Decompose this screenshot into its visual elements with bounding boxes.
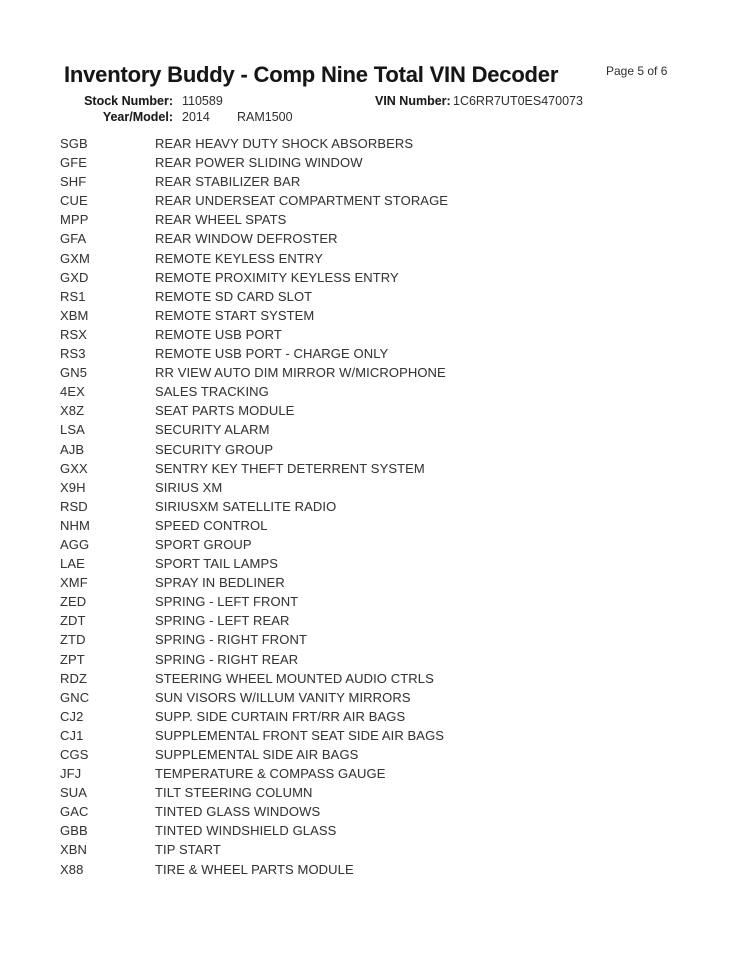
option-code: X8Z xyxy=(60,403,85,419)
option-description: SENTRY KEY THEFT DETERRENT SYSTEM xyxy=(155,460,425,476)
option-code: CJ2 xyxy=(60,708,84,724)
option-row xyxy=(60,268,700,287)
option-row xyxy=(60,516,700,535)
page-number: Page 5 of 6 xyxy=(606,64,668,78)
option-row xyxy=(60,401,700,420)
option-row xyxy=(60,306,700,325)
stock-number-label: Stock Number: xyxy=(84,94,173,108)
option-code: LSA xyxy=(60,422,85,438)
meta-line-1 xyxy=(0,94,742,110)
option-code: GN5 xyxy=(60,365,88,381)
option-code: RSX xyxy=(60,326,88,342)
option-description: SPEED CONTROL xyxy=(155,517,268,533)
option-description: REAR WINDOW DEFROSTER xyxy=(155,231,338,247)
option-description: SEAT PARTS MODULE xyxy=(155,403,295,419)
option-row xyxy=(60,172,700,191)
option-code: ZPT xyxy=(60,651,85,667)
option-description: TINTED WINDSHIELD GLASS xyxy=(155,823,337,839)
option-code: GBB xyxy=(60,823,88,839)
option-row xyxy=(60,229,700,248)
option-description: REAR WHEEL SPATS xyxy=(155,212,287,228)
stock-number-value: 110589 xyxy=(182,94,223,108)
option-row xyxy=(60,783,700,802)
option-code: 4EX xyxy=(60,384,85,400)
option-row xyxy=(60,134,700,153)
option-description: RR VIEW AUTO DIM MIRROR W/MICROPHONE xyxy=(155,365,446,381)
option-description: SUPPLEMENTAL SIDE AIR BAGS xyxy=(155,747,359,762)
option-code: RS3 xyxy=(60,346,86,362)
option-row xyxy=(60,630,700,649)
option-description: REAR STABILIZER BAR xyxy=(155,174,301,190)
option-code: AGG xyxy=(60,536,90,552)
option-code: GXX xyxy=(60,460,88,476)
option-code: XBM xyxy=(60,307,89,323)
option-code: RDZ xyxy=(60,670,88,686)
option-description: SPRING - LEFT FRONT xyxy=(155,594,299,610)
option-row xyxy=(60,210,700,229)
option-description: SECURITY GROUP xyxy=(155,441,274,457)
option-row xyxy=(60,420,700,439)
option-code: LAE xyxy=(60,556,85,572)
option-row xyxy=(60,707,700,726)
option-description: REAR POWER SLIDING WINDOW xyxy=(155,155,363,171)
option-code: X88 xyxy=(60,861,84,877)
option-code: GNC xyxy=(60,689,90,705)
option-row xyxy=(60,802,700,821)
option-description: SPRING - RIGHT REAR xyxy=(155,651,299,667)
vin-number-value: 1C6RR7UT0ES470073 xyxy=(453,94,583,108)
option-description: SUN VISORS W/ILLUM VANITY MIRRORS xyxy=(155,689,411,705)
option-row xyxy=(60,325,700,344)
option-code: ZED xyxy=(60,594,87,610)
option-description: TIRE & WHEEL PARTS MODULE xyxy=(155,861,354,877)
option-row xyxy=(60,745,700,764)
option-code: SGB xyxy=(60,136,88,151)
option-row xyxy=(60,573,700,592)
option-description: REAR HEAVY DUTY SHOCK ABSORBERS xyxy=(155,136,414,151)
option-code: CGS xyxy=(60,747,89,762)
option-code: XMF xyxy=(60,575,88,591)
option-row xyxy=(60,191,700,210)
option-description: SIRIUSXM SATELLITE RADIO xyxy=(155,498,337,514)
model-value: RAM1500 xyxy=(237,110,293,124)
option-description: SPORT TAIL LAMPS xyxy=(155,556,278,572)
option-row xyxy=(60,459,700,478)
option-row xyxy=(60,688,700,707)
option-code: XBN xyxy=(60,842,88,858)
option-row xyxy=(60,363,700,382)
option-description: TIP START xyxy=(155,842,221,858)
option-code: CJ1 xyxy=(60,727,84,743)
year-model-label: Year/Model: xyxy=(102,110,173,124)
option-description: SPRING - LEFT REAR xyxy=(155,613,290,629)
year-value: 2014 xyxy=(182,110,210,124)
option-description: SPORT GROUP xyxy=(155,536,252,552)
meta-line-2 xyxy=(0,110,742,126)
option-code: ZTD xyxy=(60,632,86,648)
option-description: REMOTE PROXIMITY KEYLESS ENTRY xyxy=(155,269,399,285)
option-row xyxy=(60,860,700,879)
option-code: GXD xyxy=(60,269,89,285)
option-code: GXM xyxy=(60,250,90,266)
option-description: SPRAY IN BEDLINER xyxy=(155,575,285,591)
option-description: REMOTE USB PORT xyxy=(155,326,282,342)
option-row xyxy=(60,764,700,783)
option-code: X9H xyxy=(60,479,86,495)
option-description: SPRING - RIGHT FRONT xyxy=(155,632,307,648)
option-description: SALES TRACKING xyxy=(155,384,269,400)
option-row xyxy=(60,726,700,745)
option-row xyxy=(60,840,700,859)
option-code: CUE xyxy=(60,193,88,209)
option-code: SHF xyxy=(60,174,87,190)
option-description: SECURITY ALARM xyxy=(155,422,270,438)
option-row xyxy=(60,535,700,554)
option-row xyxy=(60,344,700,363)
options-list xyxy=(60,134,700,879)
option-code: NHM xyxy=(60,517,90,533)
option-row xyxy=(60,821,700,840)
option-description: SUPPLEMENTAL FRONT SEAT SIDE AIR BAGS xyxy=(155,727,445,743)
option-description: SIRIUS XM xyxy=(155,479,223,495)
option-row xyxy=(60,554,700,573)
option-row xyxy=(60,669,700,688)
option-row xyxy=(60,592,700,611)
option-description: REMOTE KEYLESS ENTRY xyxy=(155,250,323,266)
option-code: RS1 xyxy=(60,288,86,304)
option-row xyxy=(60,611,700,630)
option-description: SUPP. SIDE CURTAIN FRT/RR AIR BAGS xyxy=(155,708,406,724)
option-code: JFJ xyxy=(60,766,82,782)
option-code: GFA xyxy=(60,231,87,247)
option-row xyxy=(60,497,700,516)
option-row xyxy=(60,287,700,306)
option-description: TINTED GLASS WINDOWS xyxy=(155,804,321,820)
option-description: REMOTE SD CARD SLOT xyxy=(155,288,313,304)
page-title: Inventory Buddy - Comp Nine Total VIN Decoder xyxy=(64,62,559,87)
option-code: GFE xyxy=(60,155,88,171)
option-code: ZDT xyxy=(60,613,86,629)
option-code: AJB xyxy=(60,441,85,457)
option-row xyxy=(60,650,700,669)
option-code: RSD xyxy=(60,498,88,514)
option-code: SUA xyxy=(60,785,88,801)
option-row xyxy=(60,478,700,497)
option-row xyxy=(60,249,700,268)
vin-number-label: VIN Number: xyxy=(375,94,451,108)
option-code: MPP xyxy=(60,212,89,228)
option-description: TEMPERATURE & COMPASS GAUGE xyxy=(155,766,386,782)
option-description: REMOTE START SYSTEM xyxy=(155,307,315,323)
option-code: GAC xyxy=(60,804,89,820)
option-description: REAR UNDERSEAT COMPARTMENT STORAGE xyxy=(155,193,449,209)
option-row xyxy=(60,153,700,172)
option-description: TILT STEERING COLUMN xyxy=(155,785,313,801)
option-description: STEERING WHEEL MOUNTED AUDIO CTRLS xyxy=(155,670,434,686)
option-description: REMOTE USB PORT - CHARGE ONLY xyxy=(155,346,389,362)
option-row xyxy=(60,382,700,401)
option-row xyxy=(60,440,700,459)
